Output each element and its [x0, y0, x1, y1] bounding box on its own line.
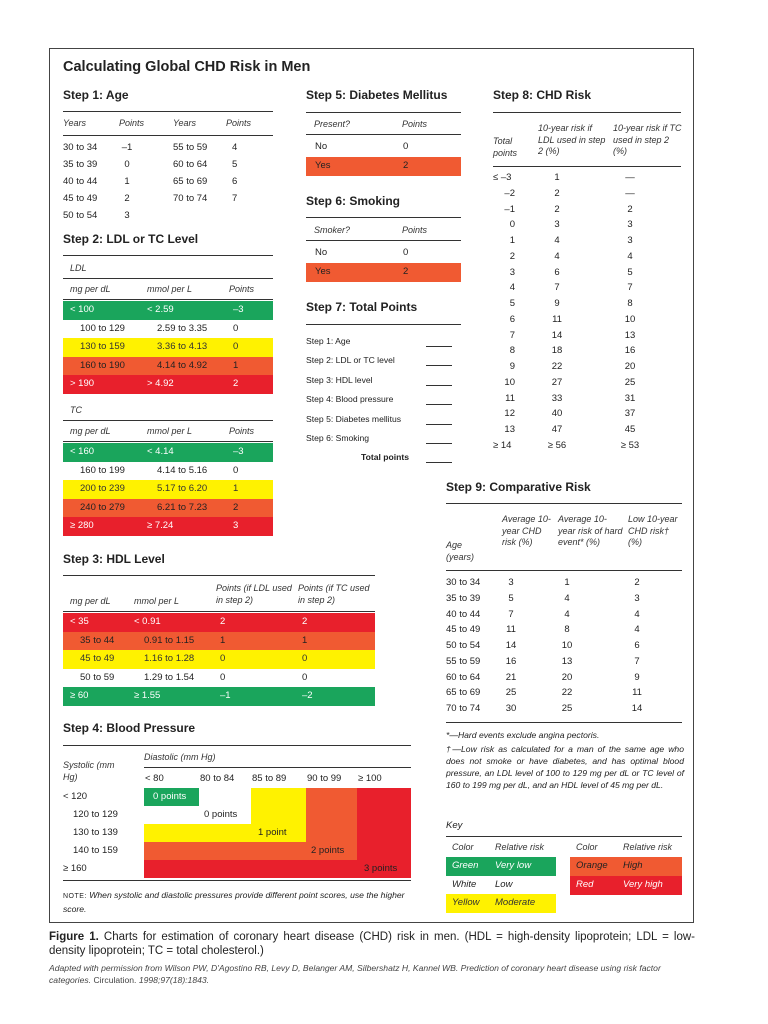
lipid-row: [63, 320, 273, 339]
step1-header-points: Points: [119, 118, 145, 128]
comp-avg: 11: [506, 624, 516, 636]
step7-title: Step 7: Total Points: [306, 300, 418, 314]
source-ref: 1998;97(18):1843.: [138, 974, 210, 985]
source-journal: Circulation.: [93, 974, 137, 985]
diabetes-row: [306, 157, 461, 176]
key-header-color: Color: [452, 842, 474, 852]
source-text: Adapted with permission from Wilson PW, D'Agostino RB, Levy D, Belanger AM, Silbershatz H, Kannel WB. Prediction of coronary heart disease using risk factor categories.: [49, 963, 661, 985]
lipid-mmol: 3.36 to 4.13: [157, 341, 208, 352]
lipid-mmol: 6.21 to 7.23: [157, 501, 208, 513]
lipid-points: 1: [233, 359, 239, 371]
hdl-row: [63, 687, 375, 706]
risk-ldl: 9: [554, 298, 560, 309]
lipid-mmol: < 4.14: [147, 446, 174, 457]
key-color: Green: [452, 860, 479, 871]
diabetes-answer: No: [315, 141, 328, 152]
key-row: [446, 876, 556, 895]
figure-caption: [49, 930, 695, 958]
diabetes-points: 2: [403, 160, 409, 171]
age-range: 70 to 74: [173, 193, 208, 204]
risk-total-points: 12: [504, 408, 515, 420]
risk-tc: 10: [624, 313, 636, 325]
lipid-points: 3: [233, 520, 239, 531]
risk-ldl: 2: [554, 187, 560, 199]
risk-ldl: 3: [554, 219, 560, 231]
step3-title: Step 3: HDL Level: [63, 552, 165, 566]
comp-avg: 14: [505, 640, 517, 651]
diabetes-answer: Yes: [315, 160, 331, 171]
systolic-120-129: 120 to 129: [73, 809, 118, 820]
age-points: 1: [124, 176, 130, 187]
comp-hard: 22: [561, 687, 573, 699]
hdl-points-tc: 2: [302, 616, 308, 627]
smoking-row: [306, 263, 461, 282]
points-blank: [426, 404, 452, 405]
lipid-row: [63, 480, 273, 499]
bp-points-2: 2 points: [311, 845, 345, 856]
risk-ldl: 14: [551, 329, 563, 341]
step1-header-years: Years: [63, 118, 87, 128]
hdl-points-ldl: –1: [220, 690, 231, 701]
hdl-mg: ≥ 60: [70, 690, 89, 701]
hdl-mmol: 1.16 to 1.28: [144, 653, 195, 664]
key-color: White: [452, 878, 477, 890]
figure-label: Figure 1.: [49, 931, 99, 943]
risk-tc: 5: [627, 266, 633, 278]
lipid-mmol: 4.14 to 4.92: [157, 359, 208, 371]
risk-ldl: 33: [551, 392, 563, 404]
systolic-lt120: < 120: [63, 791, 88, 802]
hdl-row: [63, 650, 375, 669]
key-risk: Moderate: [495, 897, 536, 908]
age-points: 2: [124, 193, 130, 204]
tc-header-points: Points: [229, 426, 255, 436]
hdl-header-mg: mg per dL: [70, 596, 111, 606]
lipid-row: [63, 499, 273, 518]
comp-age: 30 to 34: [446, 577, 481, 588]
comp-hard: 13: [561, 655, 573, 667]
comp-avg: 5: [508, 592, 514, 604]
diabetes-points: 0: [403, 141, 409, 152]
lipid-mg: < 100: [70, 304, 95, 315]
risk-tc: 7: [627, 282, 633, 294]
bp-note-label: NOTE:: [63, 893, 87, 900]
hdl-row: [63, 632, 375, 651]
risk-ldl: 47: [551, 424, 563, 435]
comp-hard: 1: [564, 577, 570, 588]
diabetes-header-points: Points: [402, 119, 428, 129]
risk-tc: 25: [624, 376, 636, 388]
risk-tc: 45: [624, 424, 636, 435]
hdl-mmol: < 0.91: [134, 616, 161, 627]
comp-low: 7: [634, 655, 640, 667]
hdl-mmol: 0.91 to 1.15: [144, 634, 195, 646]
lipid-mmol: ≥ 7.24: [147, 520, 174, 531]
hdl-points-ldl: 2: [220, 616, 226, 627]
comp-hard: 20: [561, 671, 573, 683]
step1-title: Step 1: Age: [63, 88, 129, 102]
lipid-row: [63, 375, 273, 394]
age-range: 40 to 44: [63, 176, 98, 187]
step1-header-years-2: Years: [173, 118, 197, 128]
hdl-header-ldl-points: Points (if LDL used in step 2): [216, 583, 292, 605]
lipid-points: 1: [233, 483, 239, 494]
hdl-mg: 50 to 59: [80, 671, 115, 683]
comp-hard: 4: [564, 592, 570, 604]
risk-ldl: 11: [552, 313, 562, 325]
step9-title: Step 9: Comparative Risk: [446, 480, 591, 494]
lipid-row: [63, 357, 273, 376]
hdl-row: [63, 669, 375, 688]
lipid-mmol: < 2.59: [147, 304, 174, 315]
step4-title: Step 4: Blood Pressure: [63, 721, 196, 735]
key-row: [570, 876, 682, 895]
diastolic-80-84: 80 to 84: [200, 773, 235, 784]
age-range: 55 to 59: [173, 142, 208, 153]
key-header-color-2: Color: [576, 842, 598, 852]
comp-low: 6: [634, 640, 640, 651]
diabetes-header-present: Present?: [314, 119, 351, 129]
lipid-row: [63, 517, 273, 536]
ldl-header-points: Points: [229, 284, 255, 294]
tc-label: TC: [70, 405, 82, 415]
total-points-blank: [426, 462, 452, 463]
key-risk: Low: [495, 878, 513, 890]
risk-ldl: 4: [554, 235, 560, 246]
lipid-row: [63, 301, 273, 320]
risk-total-points: 7: [509, 329, 515, 341]
risk-total-points: 1: [509, 235, 515, 246]
risk-total-points: 8: [509, 345, 515, 357]
lipid-mg: ≥ 280: [70, 520, 94, 531]
hdl-points-tc: 0: [302, 671, 308, 683]
step8-title: Step 8: CHD Risk: [493, 88, 592, 102]
comp-age: 40 to 44: [446, 608, 481, 620]
risk-tc: 8: [627, 298, 633, 309]
risk-total-points: 0: [509, 219, 515, 231]
key-row: [446, 857, 556, 876]
comp-hard: 8: [564, 624, 570, 636]
age-points: 4: [232, 142, 238, 153]
comp-avg: 16: [505, 655, 517, 667]
tc-header-mmol: mmol per L: [147, 426, 193, 436]
total-points-label: Total points: [361, 452, 410, 462]
comp-age: 65 to 69: [446, 687, 481, 699]
key-header-risk: Relative risk: [495, 842, 545, 852]
total-item: Step 6: Smoking: [306, 433, 370, 443]
risk-header-ldl: 10-year risk if LDL used in step 2 (%): [538, 123, 606, 156]
smoking-row: [306, 244, 461, 263]
risk-tc: —: [625, 187, 635, 199]
lipid-points: –3: [233, 446, 244, 457]
diastolic-85-89: 85 to 89: [252, 773, 287, 784]
lipid-points: 0: [233, 464, 239, 476]
bp-note: [63, 889, 413, 915]
risk-tc: —: [625, 172, 635, 183]
hdl-points-ldl: 0: [220, 671, 226, 683]
key-title: Key: [446, 820, 463, 831]
risk-ldl: 27: [551, 376, 563, 388]
comp-avg: 3: [508, 577, 514, 588]
figure-caption-text: Charts for estimation of coronary heart disease (CHD) risk in men. (HDL = high-density lipoprotein; LDL = low-density lipoprotein; TC = total cholesterol.): [49, 931, 695, 957]
hdl-mg: < 35: [70, 616, 89, 627]
systolic-140-159: 140 to 159: [73, 845, 118, 856]
points-blank: [426, 443, 452, 444]
risk-total-points: 13: [504, 424, 515, 435]
comp-hard: 4: [564, 608, 570, 620]
ldl-label: LDL: [70, 263, 87, 273]
points-blank: [426, 365, 452, 366]
age-range: 60 to 64: [173, 159, 208, 170]
risk-total-points: 5: [509, 298, 515, 309]
comp-header-age: Age (years): [446, 540, 475, 562]
comp-hard: 10: [561, 640, 573, 651]
total-item: Step 5: Diabetes mellitus: [306, 413, 402, 424]
total-item: Step 3: HDL level: [306, 374, 373, 385]
risk-tc: 4: [627, 250, 633, 262]
age-points: 6: [232, 176, 238, 187]
lipid-points: 0: [233, 341, 239, 352]
age-points: 0: [124, 159, 130, 170]
age-points: 5: [232, 159, 238, 170]
total-item: Step 1: Age: [306, 336, 351, 346]
lipid-mg: 200 to 239: [80, 483, 125, 494]
risk-total-points: –1: [504, 203, 515, 215]
lipid-mmol: 2.59 to 3.35: [157, 322, 208, 334]
lipid-mmol: 4.14 to 5.16: [157, 464, 208, 476]
hdl-mmol: 1.29 to 1.54: [144, 671, 195, 683]
key-row: [570, 857, 682, 876]
age-range: 45 to 49: [63, 193, 98, 204]
lipid-points: –3: [233, 304, 244, 315]
age-range: 65 to 69: [173, 176, 208, 187]
risk-tc: 31: [624, 392, 636, 404]
hdl-mmol: ≥ 1.55: [134, 690, 161, 701]
risk-total-points: 4: [509, 282, 515, 294]
tc-header-mg: mg per dL: [70, 426, 111, 436]
comp-age: 60 to 64: [446, 671, 481, 683]
key-color: Red: [576, 878, 594, 890]
comp-low: 9: [634, 671, 640, 683]
risk-header-total: Total points: [493, 136, 518, 158]
comp-low: 11: [632, 687, 642, 699]
risk-total-points: 11: [505, 392, 515, 404]
hdl-mg: 45 to 49: [80, 653, 115, 664]
lipid-row: [63, 338, 273, 357]
comp-avg: 7: [508, 608, 514, 620]
risk-ldl: 40: [551, 408, 563, 420]
points-blank: [426, 424, 452, 425]
total-item: Step 2: LDL or TC level: [306, 355, 395, 366]
hdl-points-ldl: 0: [220, 653, 226, 664]
bp-zone-orange-row: [144, 842, 306, 860]
risk-ldl: 1: [554, 172, 560, 183]
footnote-hard-events: *—Hard events exclude angina pectoris.: [446, 730, 600, 740]
hdl-header-mmol: mmol per L: [134, 596, 180, 606]
diastolic-label: Diastolic (mm Hg): [144, 752, 216, 762]
risk-ldl: 4: [554, 250, 560, 262]
comp-age: 45 to 49: [446, 624, 481, 636]
step6-title: Step 6: Smoking: [306, 194, 401, 208]
source-citation: [49, 963, 695, 986]
comp-header-hard: Average 10-year risk of hard event* (%): [558, 514, 623, 547]
smoking-points: 2: [403, 266, 409, 277]
footnote-low-risk: †—Low risk as calculated for a man of the same age who does not smoke or have diabetes, and has optimal blood pressure, an LDL level of 100 to 129 mg per dL or TC level of 160 to 199 mg per dL, and an HDL level of 45 mg per dL.: [446, 744, 684, 790]
comp-low: 3: [634, 592, 640, 604]
comp-avg: 25: [505, 687, 517, 699]
lipid-mg: 100 to 129: [80, 322, 125, 334]
lipid-mmol: > 4.92: [147, 378, 174, 389]
lipid-mg: 130 to 159: [80, 341, 125, 352]
step1-header-points-2: Points: [226, 118, 252, 128]
risk-ldl: 7: [554, 282, 560, 294]
diastolic-ge100: ≥ 100: [358, 773, 382, 784]
diastolic-lt80: < 80: [145, 773, 164, 784]
age-range: 50 to 54: [63, 210, 98, 221]
ldl-header-mmol: mmol per L: [147, 284, 193, 294]
risk-tc: 3: [627, 235, 633, 246]
key-risk: Very low: [495, 860, 532, 871]
comp-low: 2: [634, 577, 640, 588]
age-range: 35 to 39: [63, 159, 98, 170]
smoking-answer: No: [315, 247, 328, 258]
total-item: Step 4: Blood pressure: [306, 394, 394, 405]
risk-total-points: ≤ –3: [493, 172, 512, 183]
risk-ldl: 6: [554, 266, 560, 278]
risk-ldl: 22: [551, 361, 563, 372]
risk-total-points: 3: [509, 266, 515, 278]
bp-zone-red-row: [144, 860, 357, 878]
key-row: [446, 894, 556, 913]
risk-total-points: 6: [509, 313, 515, 325]
risk-header-tc: 10-year risk if TC used in step 2 (%): [613, 123, 682, 156]
lipid-points: 2: [233, 378, 239, 389]
comp-avg: 30: [505, 703, 517, 714]
comp-hard: 25: [561, 703, 573, 714]
risk-tc: ≥ 53: [620, 439, 640, 451]
risk-tc: 16: [624, 345, 636, 357]
lipid-points: 2: [233, 501, 239, 513]
diabetes-row: [306, 138, 461, 157]
hdl-mg: 35 to 44: [80, 634, 115, 646]
risk-tc: 37: [624, 408, 636, 420]
lipid-mg: 160 to 190: [80, 359, 125, 371]
smoking-answer: Yes: [315, 266, 331, 277]
lipid-mg: 160 to 199: [80, 464, 125, 476]
lipid-row: [63, 443, 273, 462]
key-risk: Very high: [623, 878, 663, 890]
hdl-row: [63, 613, 375, 632]
age-points: –1: [121, 142, 133, 153]
diastolic-90-99: 90 to 99: [307, 773, 342, 784]
key-color: Yellow: [452, 897, 480, 908]
systolic-ge160: ≥ 160: [63, 863, 87, 874]
comp-header-avg: Average 10-year CHD risk (%): [502, 514, 551, 547]
comp-age: 70 to 74: [446, 703, 481, 714]
smoking-header-smoker: Smoker?: [314, 225, 351, 235]
key-color: Orange: [576, 860, 608, 871]
comp-avg: 21: [505, 671, 517, 683]
bp-zone-yellow-row: [144, 824, 251, 842]
risk-total-points: 2: [509, 250, 515, 262]
age-points: 7: [232, 193, 238, 204]
age-range: 30 to 34: [63, 142, 98, 153]
risk-total-points: 9: [509, 361, 515, 372]
risk-total-points: 10: [504, 376, 515, 388]
key-header-risk-2: Relative risk: [623, 842, 673, 852]
comp-age: 55 to 59: [446, 655, 481, 667]
hdl-header-tc-points: Points (if TC used in step 2): [298, 583, 370, 605]
smoking-points: 0: [403, 247, 409, 258]
lipid-points: 0: [233, 322, 239, 334]
comp-header-low: Low 10-year CHD risk† (%): [628, 514, 678, 547]
systolic-130-139: 130 to 139: [73, 827, 118, 838]
points-blank: [426, 346, 452, 347]
lipid-mg: < 160: [70, 446, 95, 457]
bp-note-text: When systolic and diastolic pressures provide different point scores, use the higher score.: [63, 890, 405, 914]
step2-title: Step 2: LDL or TC Level: [63, 232, 199, 246]
bp-points-0-white: 0 points: [204, 809, 238, 820]
key-risk: High: [623, 860, 643, 871]
risk-ldl: ≥ 56: [547, 439, 567, 451]
hdl-points-tc: 0: [302, 653, 308, 664]
risk-tc: 3: [627, 219, 633, 231]
risk-tc: 2: [627, 203, 633, 215]
points-blank: [426, 385, 452, 386]
lipid-mg: > 190: [70, 378, 95, 389]
risk-total-points: ≥ 14: [493, 439, 512, 451]
smoking-header-points: Points: [402, 225, 428, 235]
bp-points-0-green: 0 points: [153, 791, 187, 802]
lipid-mg: 240 to 279: [80, 501, 125, 513]
bp-points-3: 3 points: [364, 863, 398, 874]
comp-low: 4: [634, 624, 640, 636]
risk-tc: 13: [624, 329, 636, 341]
lipid-mmol: 5.17 to 6.20: [157, 483, 208, 494]
risk-tc: 20: [624, 361, 636, 372]
comp-low: 14: [631, 703, 643, 714]
lipid-row: [63, 462, 273, 481]
risk-ldl: 2: [554, 203, 560, 215]
risk-total-points: –2: [504, 187, 515, 199]
age-points: 3: [124, 210, 130, 221]
step5-title: Step 5: Diabetes Mellitus: [306, 88, 448, 102]
hdl-points-ldl: 1: [220, 634, 226, 646]
ldl-header-mg: mg per dL: [70, 284, 111, 294]
hdl-points-tc: –2: [302, 690, 313, 701]
comp-age: 50 to 54: [446, 640, 481, 651]
page-title: Calculating Global CHD Risk in Men: [63, 59, 311, 75]
hdl-points-tc: 1: [302, 634, 308, 646]
comp-age: 35 to 39: [446, 592, 481, 604]
risk-ldl: 18: [551, 345, 563, 357]
bp-points-1: 1 point: [258, 827, 287, 838]
comp-low: 4: [634, 608, 640, 620]
systolic-label: Systolic (mm Hg): [63, 760, 115, 782]
